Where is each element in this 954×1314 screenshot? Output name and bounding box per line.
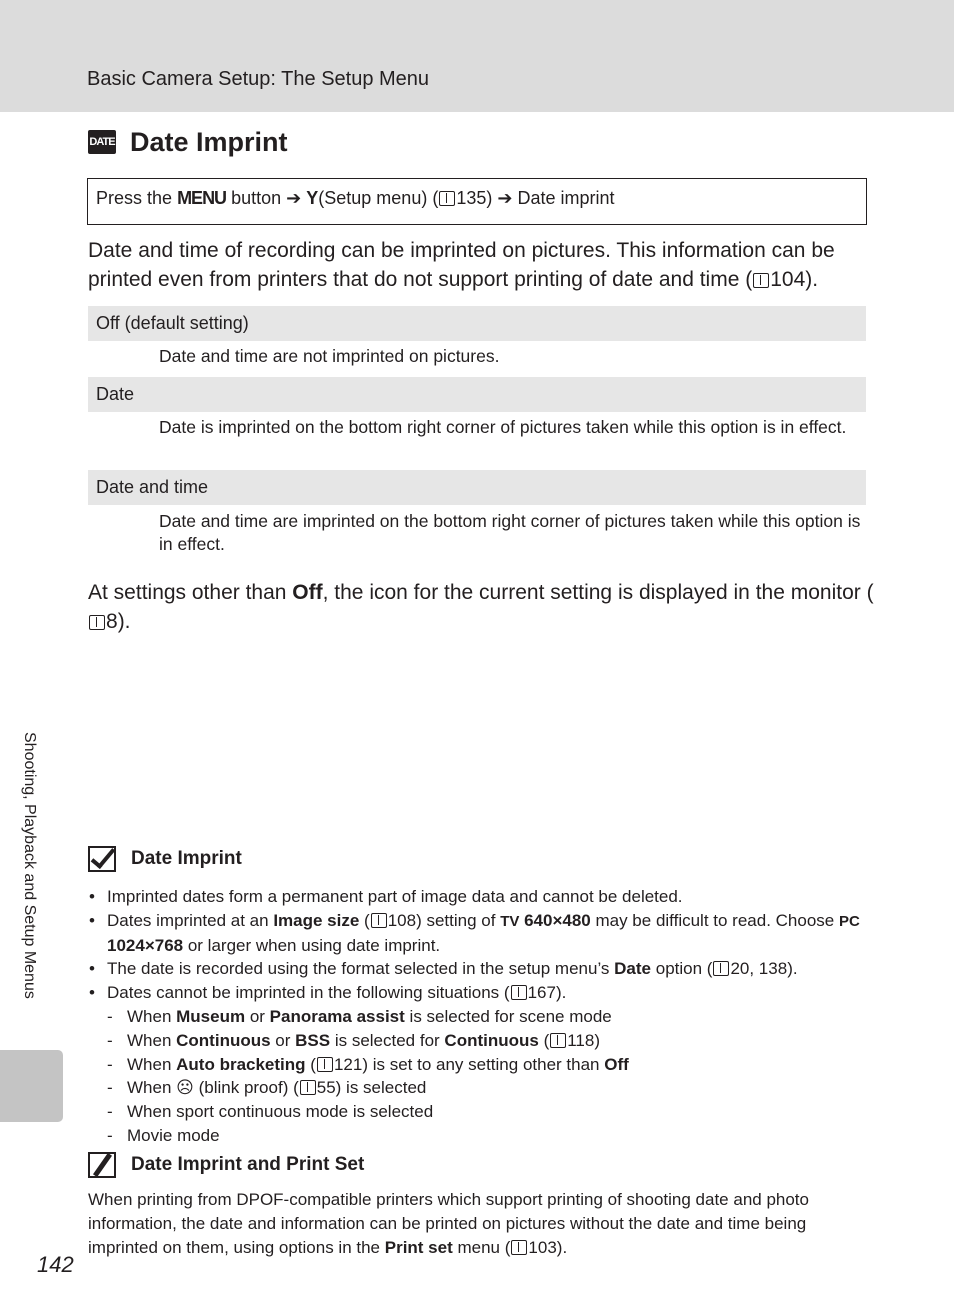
option-date-time-desc: Date and time are imprinted on the bottom right corner of pictures taken while this option is in effect. bbox=[159, 511, 861, 554]
sub-text: When bbox=[127, 1054, 177, 1074]
book-reference-icon bbox=[511, 1240, 527, 1255]
sub-ref: 118 bbox=[567, 1030, 595, 1050]
title-row bbox=[88, 124, 288, 160]
sub-text: ) is selected bbox=[335, 1078, 427, 1098]
list-item bbox=[88, 981, 878, 1005]
image-size-tv-icon: TV bbox=[500, 912, 520, 930]
note-date-imprint-header bbox=[88, 846, 242, 872]
note-title: Date Imprint and Print Set bbox=[131, 1154, 365, 1175]
sub-text: or bbox=[270, 1030, 296, 1050]
pencil-icon bbox=[88, 1152, 116, 1178]
para-text: When printing from DPOF-compatible printers which support printing of shooting date and photo information, the date and information can be printed on pictures without the date and time being imprinted on them, using options in the bbox=[88, 1190, 809, 1257]
bullet-text: ( bbox=[359, 910, 370, 930]
bullet-bold: Date bbox=[614, 959, 652, 979]
setup-wrench-icon: Y bbox=[306, 188, 319, 208]
arrow-icon: ➔ bbox=[497, 188, 513, 208]
book-reference-icon bbox=[550, 1033, 566, 1048]
bullet-text: Dates imprinted at an bbox=[107, 910, 274, 930]
page-title: Date Imprint bbox=[130, 126, 288, 157]
bullet-text: may be difficult to read. Choose bbox=[590, 910, 839, 930]
sub-text: or bbox=[245, 1006, 270, 1026]
bullet-ref: 20, 138 bbox=[730, 959, 788, 979]
sub-text: is selected for scene mode bbox=[404, 1006, 612, 1026]
side-section-tab bbox=[0, 1050, 63, 1122]
bullet-text: or larger when using date imprint. bbox=[183, 935, 441, 955]
option-date-time-header: Date and time bbox=[88, 470, 866, 505]
para-ref: 103 bbox=[528, 1237, 557, 1257]
menu-path-box bbox=[87, 178, 867, 225]
menu-button-icon: MENU bbox=[177, 188, 227, 208]
book-reference-icon bbox=[89, 615, 105, 630]
sub-text: (blink proof) ( bbox=[193, 1078, 299, 1098]
option-off-header: Off (default setting) bbox=[88, 306, 866, 341]
intro-text: Date and time of recording can be imprinted on pictures. This information can be printed even from printers that do not support printing of date and time ( bbox=[88, 239, 835, 291]
sub-text: When bbox=[127, 1030, 177, 1050]
sub-bold: Museum bbox=[176, 1006, 246, 1026]
print-set-paragraph bbox=[88, 1188, 878, 1259]
bullet-text: ). bbox=[555, 983, 567, 1003]
sub-bold: Continuous bbox=[176, 1030, 271, 1050]
intro-paragraph bbox=[88, 236, 878, 294]
book-reference-icon bbox=[713, 961, 729, 976]
sub-text: When bbox=[127, 1078, 177, 1098]
path-item: Date imprint bbox=[517, 188, 615, 208]
sub-text: Movie mode bbox=[127, 1125, 220, 1145]
para-bold: Print set bbox=[384, 1237, 453, 1257]
settings-paragraph bbox=[88, 578, 878, 636]
sub-bold: Panorama assist bbox=[269, 1006, 405, 1026]
checkmark-icon bbox=[88, 846, 116, 872]
book-reference-icon bbox=[371, 913, 387, 928]
bullet-text: ). bbox=[787, 959, 798, 979]
path-button: button bbox=[231, 188, 282, 208]
list-item bbox=[88, 1100, 878, 1124]
bullet-bold: 640×480 bbox=[524, 910, 591, 930]
bullet-text: The date is recorded using the format selected in the setup menu’s bbox=[107, 959, 615, 979]
page-number: 142 bbox=[37, 1252, 74, 1277]
intro-end: ). bbox=[805, 268, 819, 291]
sub-bold: Continuous bbox=[444, 1030, 539, 1050]
arrow-icon: ➔ bbox=[286, 188, 302, 208]
sub-text: ) is set to any setting other than bbox=[362, 1054, 605, 1074]
para-text: menu ( bbox=[452, 1237, 511, 1257]
sub-bold: BSS bbox=[295, 1030, 331, 1050]
sub-text: ( bbox=[538, 1030, 550, 1050]
date-imprint-icon: DATE bbox=[88, 130, 116, 154]
sub-bold: Auto bracketing bbox=[176, 1054, 306, 1074]
after-bold: Off bbox=[292, 581, 323, 604]
option-date-desc: Date is imprinted on the bottom right corner of pictures taken while this option is in effect. bbox=[159, 417, 847, 437]
note-bullet-list bbox=[88, 885, 878, 1148]
header-title: Basic Camera Setup: The Setup Menu bbox=[87, 68, 430, 90]
list-item bbox=[88, 1124, 878, 1148]
sub-ref: 121 bbox=[333, 1054, 363, 1074]
note-title: Date Imprint bbox=[131, 848, 242, 869]
path-ref: 135 bbox=[456, 188, 487, 208]
list-item bbox=[88, 1076, 878, 1100]
path-close: ) bbox=[486, 188, 493, 208]
after-ref: 8 bbox=[106, 610, 118, 633]
bullet-bold: Image size bbox=[273, 910, 360, 930]
bullet-text: ) setting of bbox=[416, 910, 501, 930]
book-reference-icon bbox=[511, 985, 527, 1000]
sub-text: is selected for bbox=[330, 1030, 445, 1050]
after-end: ). bbox=[117, 610, 131, 633]
option-off-desc: Date and time are not imprinted on pictures. bbox=[159, 346, 500, 366]
image-size-pc-icon: PC bbox=[838, 912, 860, 930]
list-item bbox=[88, 957, 878, 981]
sub-text: When sport continuous mode is selected bbox=[127, 1102, 434, 1122]
after-pre: At settings other than bbox=[88, 581, 293, 604]
para-text: ). bbox=[556, 1237, 568, 1257]
bullet-text: option ( bbox=[651, 959, 713, 979]
list-item bbox=[88, 1053, 878, 1077]
path-press: Press the bbox=[96, 188, 173, 208]
side-section-label: Shooting, Playback and Setup Menus bbox=[21, 732, 38, 999]
bullet-text: Dates cannot be imprinted in the following situations ( bbox=[107, 983, 510, 1003]
sub-text: ) bbox=[594, 1030, 601, 1050]
bullet-bold: 1024×768 bbox=[107, 935, 184, 955]
list-item bbox=[88, 909, 878, 958]
list-item bbox=[88, 1005, 878, 1029]
sub-bold: Off bbox=[604, 1054, 629, 1074]
book-reference-icon bbox=[753, 273, 769, 288]
bullet-ref: 108 bbox=[387, 910, 417, 930]
blink-proof-icon: ☹ bbox=[176, 1078, 194, 1098]
list-item bbox=[88, 885, 878, 909]
bullet-ref: 167 bbox=[527, 983, 556, 1003]
book-reference-icon bbox=[317, 1057, 333, 1072]
header-band bbox=[0, 0, 954, 112]
bullet-text: Imprinted dates form a permanent part of image data and cannot be deleted. bbox=[107, 887, 683, 906]
book-reference-icon bbox=[300, 1080, 316, 1095]
book-reference-icon bbox=[439, 191, 455, 206]
sub-ref: 55 bbox=[316, 1078, 336, 1098]
sub-text: When bbox=[127, 1006, 177, 1026]
sub-text: ( bbox=[305, 1054, 316, 1074]
intro-ref: 104 bbox=[770, 268, 806, 291]
path-setup-menu: (Setup menu) ( bbox=[318, 188, 439, 208]
list-item bbox=[88, 1029, 878, 1053]
after-post: , the icon for the current setting is displayed in the monitor ( bbox=[322, 581, 874, 604]
option-date-header: Date bbox=[88, 377, 866, 412]
note-print-set-header bbox=[88, 1152, 364, 1178]
